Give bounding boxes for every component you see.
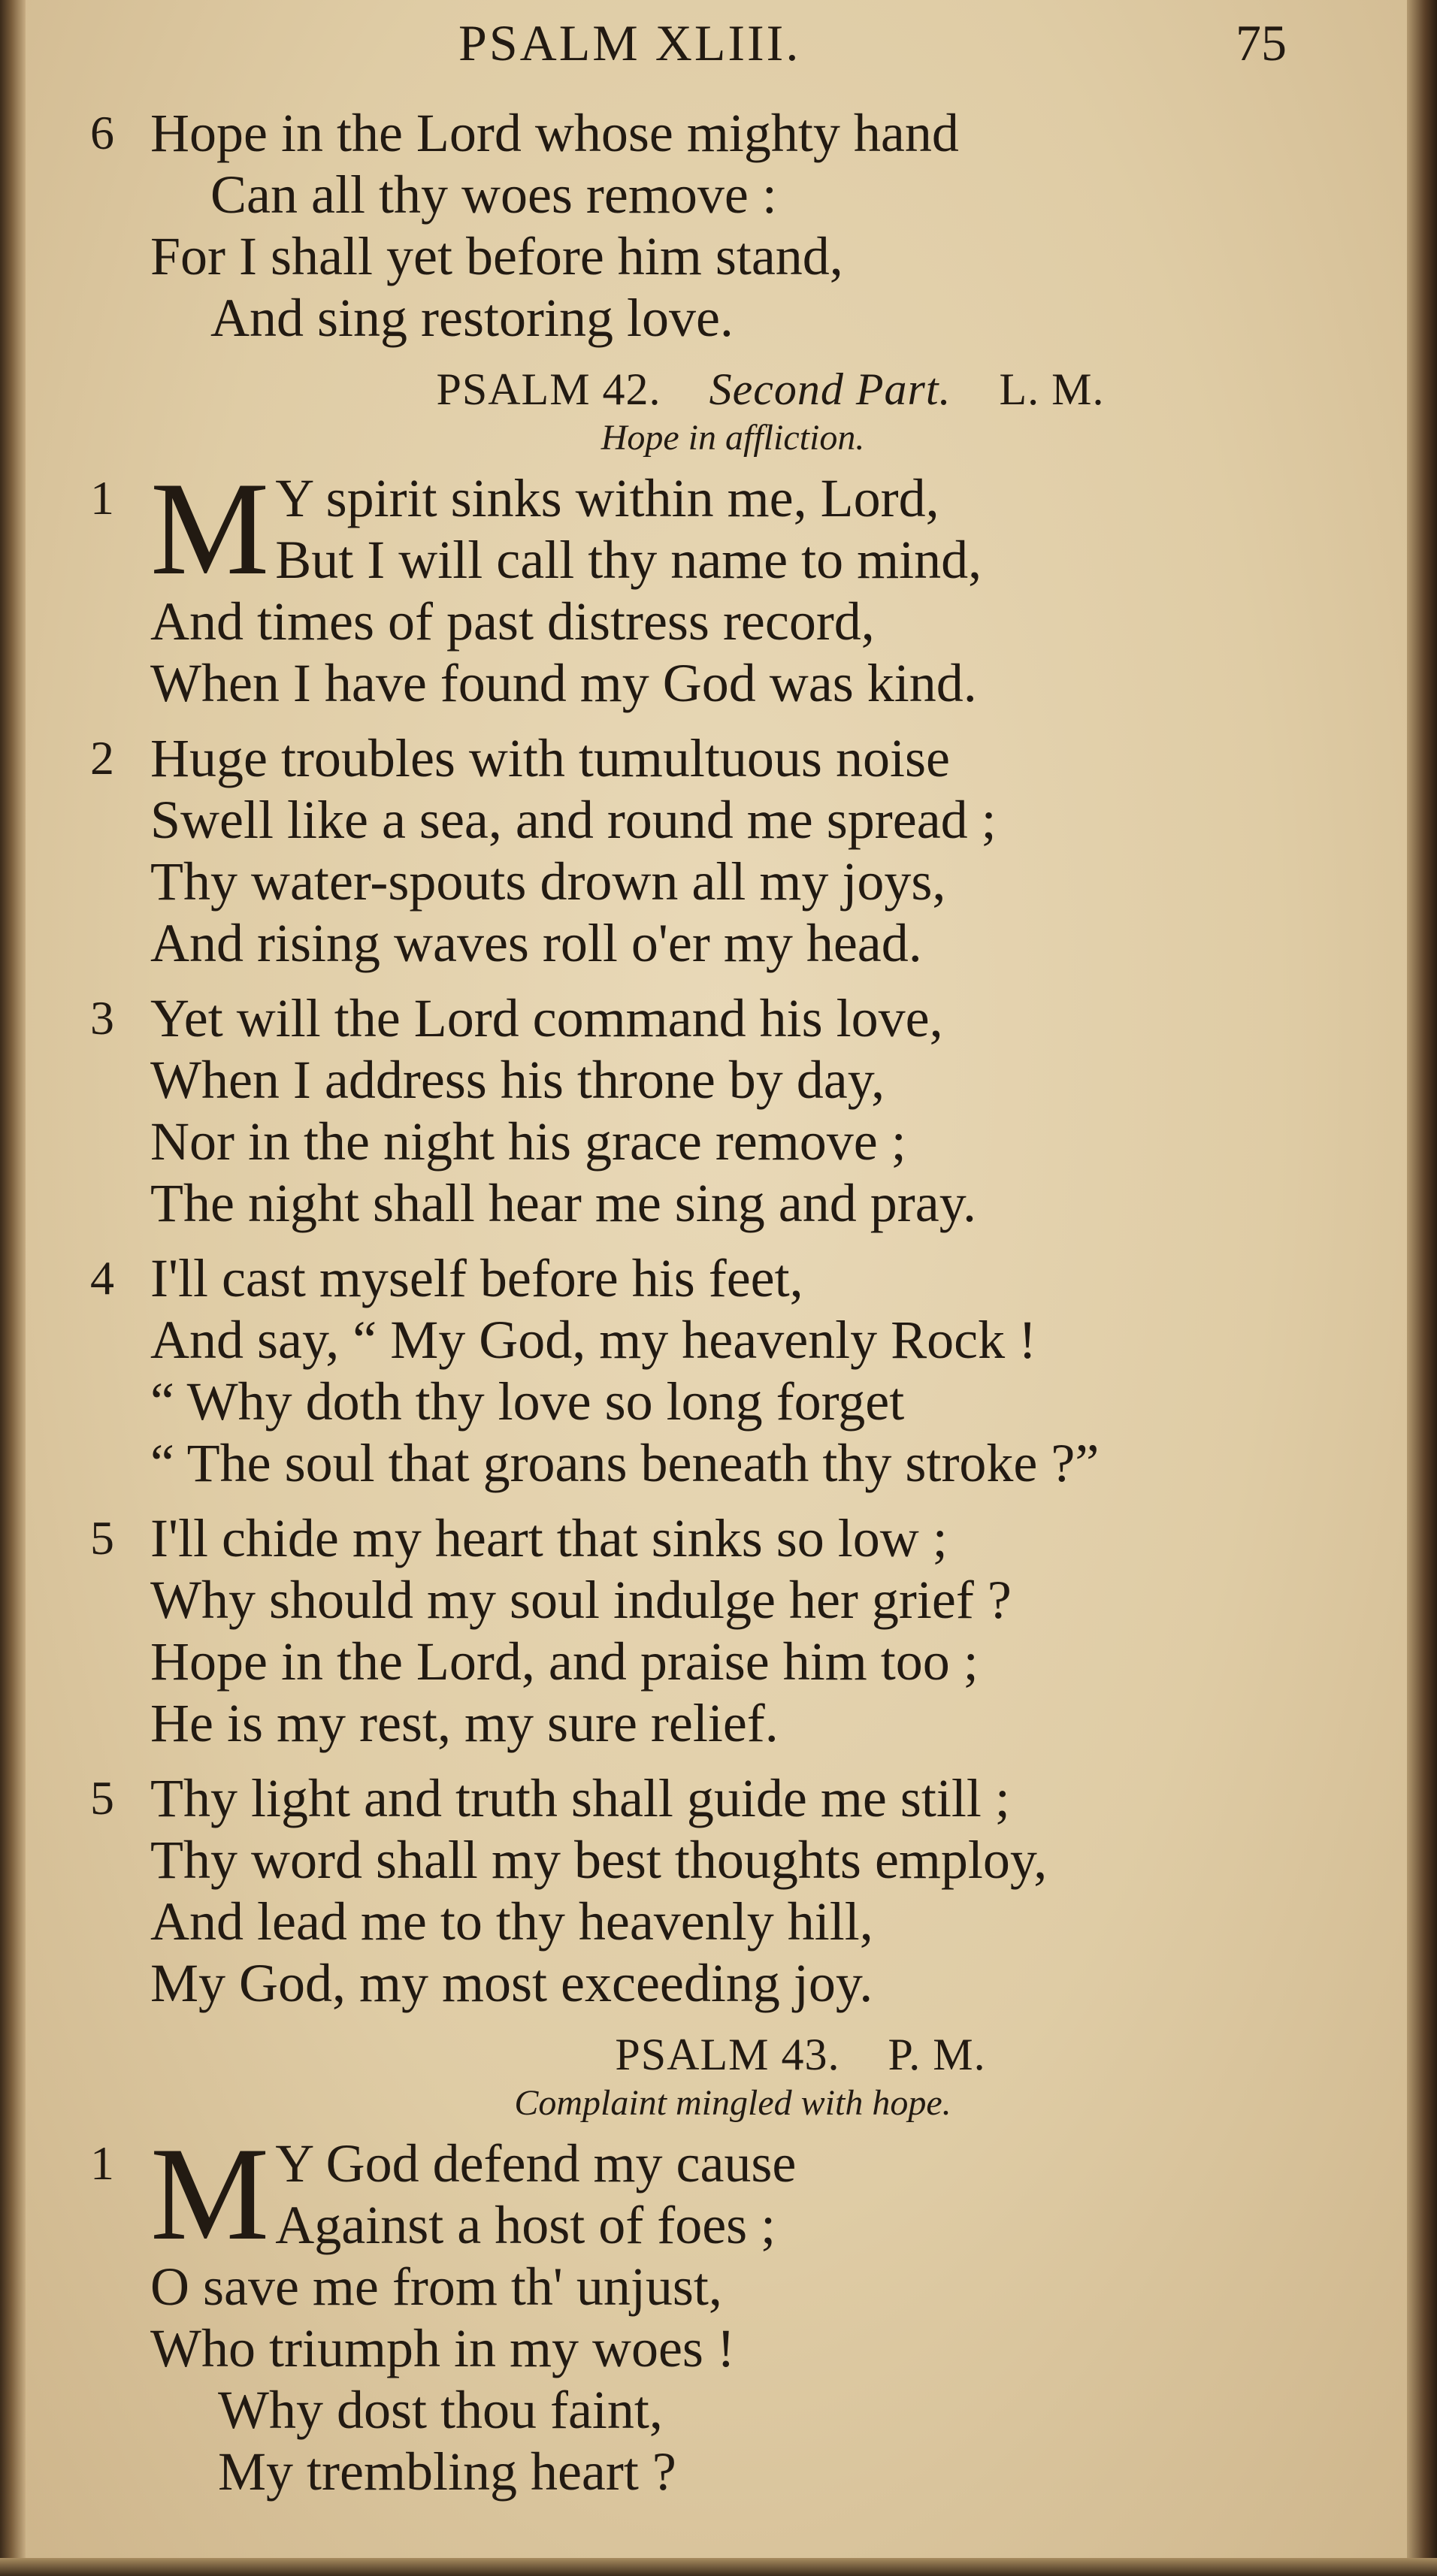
verse-line: And lead me to thy heavenly hill, xyxy=(150,1891,873,1952)
psalm-42-label: PSALM 42. xyxy=(436,364,661,414)
page-text xyxy=(83,102,1323,2516)
psalm-43-stanza-1 xyxy=(83,2119,1323,2502)
page-header xyxy=(0,14,1437,104)
verse-line: I'll cast myself before his feet, xyxy=(150,1248,803,1308)
page-left-edge xyxy=(0,0,26,2576)
psalm-42-stanza-2 xyxy=(83,727,1323,974)
psalm-43-subtitle: Complaint mingled with hope. xyxy=(514,2083,951,2123)
psalm-42-meter: L. M. xyxy=(999,364,1105,414)
verse-line: My trembling heart ? xyxy=(218,2441,676,2502)
stanza-number: 5 xyxy=(90,1771,114,1825)
verse-line: Y God defend my cause xyxy=(275,2133,797,2194)
drop-cap: M xyxy=(150,2119,270,2268)
psalm-42-part: Second Part. xyxy=(709,364,951,414)
verse-line: When I have found my God was kind. xyxy=(150,653,977,713)
verse-line: Why dost thou faint, xyxy=(218,2380,663,2440)
page-bottom-edge xyxy=(0,2558,1437,2576)
page-right-edge xyxy=(1407,0,1437,2576)
verse-line: “ The soul that groans beneath thy stroke ?” xyxy=(150,1433,1100,1493)
stanza-number: 6 xyxy=(90,106,114,159)
verse-line: Against a host of foes ; xyxy=(275,2195,776,2255)
verse-line: And say, “ My God, my heavenly Rock ! xyxy=(150,1310,1037,1370)
verse-line: Why should my soul indulge her grief ? xyxy=(150,1570,1012,1630)
verse-line: When I address his throne by day, xyxy=(150,1050,885,1110)
verse-line: But I will call thy name to mind, xyxy=(275,530,982,590)
psalm-42-stanza-6 xyxy=(83,1767,1323,2014)
psalm-42-stanza-3 xyxy=(83,987,1323,1234)
stanza-number: 3 xyxy=(90,991,114,1045)
stanza-number: 4 xyxy=(90,1251,114,1305)
stanza-number: 1 xyxy=(90,471,114,525)
verse-line: And sing restoring love. xyxy=(210,288,734,348)
stanza-number: 2 xyxy=(90,731,114,785)
verse-line: And times of past distress record, xyxy=(150,591,875,652)
verse-line: Thy water-spouts drown all my joys, xyxy=(150,851,946,912)
verse-line: For I shall yet before him stand, xyxy=(150,226,843,286)
verse-line: I'll chide my heart that sinks so low ; xyxy=(150,1508,948,1568)
verse-line: Yet will the Lord command his love, xyxy=(150,988,943,1048)
verse-line: And rising waves roll o'er my head. xyxy=(150,913,922,973)
verse-line: Hope in the Lord whose mighty hand xyxy=(150,103,959,163)
drop-cap: M xyxy=(150,454,270,603)
verse-line: Thy word shall my best thoughts employ, xyxy=(150,1830,1048,1890)
stanza-top xyxy=(83,102,1323,349)
verse-line: Swell like a sea, and round me spread ; xyxy=(150,790,997,850)
running-title: PSALM XLIII. xyxy=(458,14,801,71)
verse-line: O save me from th' unjust, xyxy=(150,2257,722,2317)
psalm-42-heading xyxy=(83,362,1323,416)
verse-line: Can all thy woes remove : xyxy=(210,165,777,225)
stanza-number: 5 xyxy=(90,1511,114,1565)
stanza-number: 1 xyxy=(90,2136,114,2190)
psalm-43-label: PSALM 43. xyxy=(615,2030,840,2079)
verse-line: “ Why doth thy love so long forget xyxy=(150,1371,905,1432)
psalm-42-stanza-1 xyxy=(83,454,1323,714)
verse-line: Who triumph in my woes ! xyxy=(150,2318,735,2378)
verse-line: The night shall hear me sing and pray. xyxy=(150,1173,977,1233)
verse-line: Thy light and truth shall guide me still ; xyxy=(150,1768,1010,1828)
psalm-42-subtitle: Hope in affliction. xyxy=(601,418,865,458)
psalm-43-heading xyxy=(83,2027,1323,2082)
verse-line: Nor in the night his grace remove ; xyxy=(150,1111,906,1172)
psalm-43-meter: P. M. xyxy=(888,2030,986,2079)
page-number: 75 xyxy=(1236,14,1287,71)
verse-line: Huge troubles with tumultuous noise xyxy=(150,728,950,788)
psalm-42-stanza-5 xyxy=(83,1507,1323,1754)
verse-line: Y spirit sinks within me, Lord, xyxy=(275,468,939,528)
verse-line: Hope in the Lord, and praise him too ; xyxy=(150,1631,979,1692)
verse-line: He is my rest, my sure relief. xyxy=(150,1693,779,1753)
psalm-42-stanza-4 xyxy=(83,1247,1323,1494)
verse-line: My God, my most exceeding joy. xyxy=(150,1953,873,2013)
